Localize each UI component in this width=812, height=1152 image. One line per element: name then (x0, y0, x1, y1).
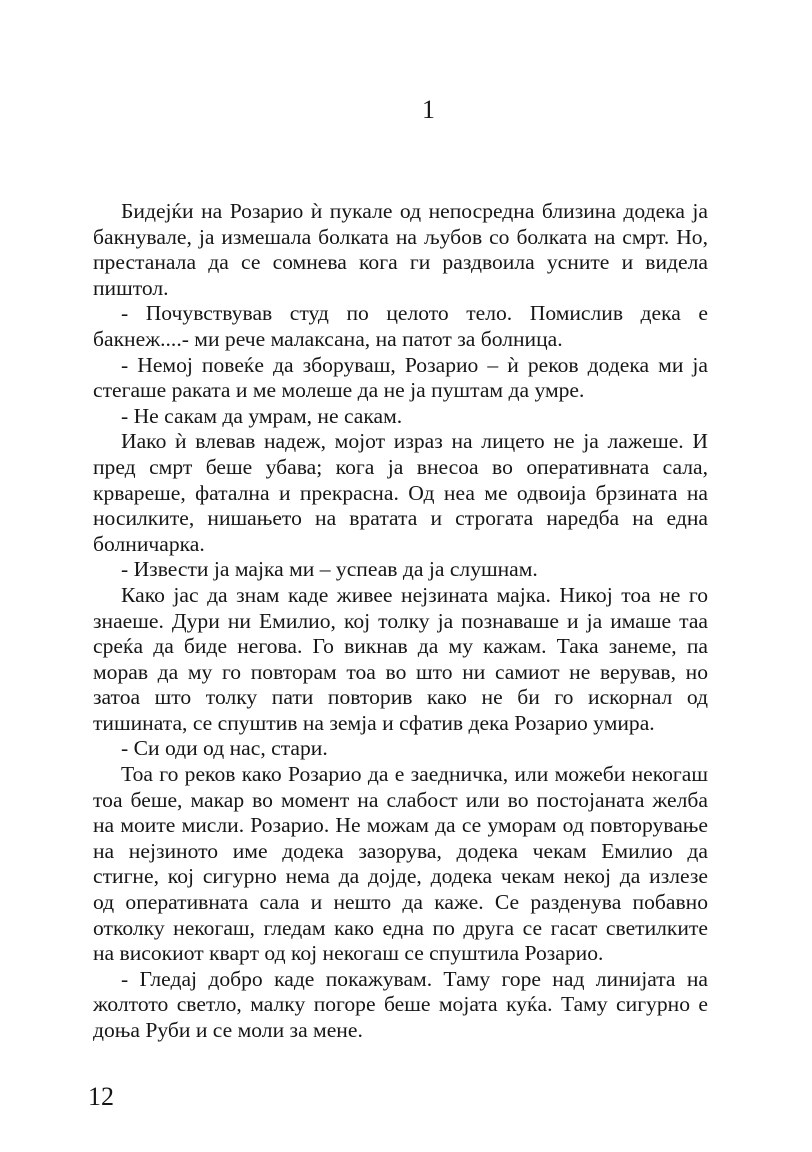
text-line: носилките, нишањето на вратата и строгата наредба на една (93, 506, 708, 531)
paragraph (93, 967, 708, 1044)
text-line: на моите мисли. Розарио. Не можам да се уморам од повторување (93, 813, 708, 838)
paragraph (93, 762, 708, 967)
text-line: морав да му го повторам тоа во што ни самиот не верував, но (93, 659, 708, 684)
text-line: - Не сакам да умрам, не сакам. (121, 403, 403, 428)
text-line: пиштол. (93, 275, 169, 300)
paragraph (93, 301, 708, 352)
text-line: - Извести ја мајка ми – успеав да ја слушнам. (121, 557, 538, 582)
paragraph (93, 736, 708, 762)
chapter-number: 1 (422, 95, 435, 124)
page-number: 12 (88, 1082, 114, 1111)
text-line: - Гледај добро каде покажувам. Таму горе над линијата на (121, 966, 708, 991)
text-line: Како јас да знам каде живее нејзината мајка. Никој тоа не го (121, 582, 708, 607)
text-line: бакнувале, ја измешала болката на љубов со болката на смрт. Но, (93, 224, 708, 249)
text-line: Иако ѝ влевав надеж, мојот израз на лицето не ја лажеше. И (121, 429, 708, 454)
text-line: - Почувствував студ по целото тело. Помислив дека е (121, 301, 708, 326)
paragraph (93, 429, 708, 557)
text-line: болничарка. (93, 531, 205, 556)
text-line: знаеше. Дури ни Емилио, кој толку ја познаваше и ја имаше таа (93, 608, 708, 633)
text-line: на високиот кварт од кој некогаш се спуштила Розарио. (93, 941, 604, 966)
text-line: тоа беше, макар во момент на слабост или во постојаната желба (93, 787, 708, 812)
paragraph (93, 583, 708, 737)
text-line: престанала да се сомнева кога ги раздвоила усните и видела (93, 250, 708, 275)
paragraph (93, 557, 708, 583)
text-line: од оперативната сала и нешто да каже. Се разденува побавно (93, 890, 708, 915)
text-line: - Немој повеќе да зборуваш, Розарио – ѝ реков додека ми ја (121, 352, 708, 377)
paragraph (93, 199, 708, 301)
paragraph (93, 404, 708, 430)
text-block (93, 199, 708, 1044)
text-line: крвареше, фатална и прекрасна. Од неа ме одвоија брзината на (93, 480, 708, 505)
text-line: затоа што толку пати повторив како не би го искорнал од (93, 685, 708, 710)
text-line: Бидејќи на Розарио ѝ пукале од непосредна близина додека ја (121, 199, 708, 223)
text-line: - Си оди од нас, стари. (121, 736, 328, 761)
text-line: Тоа го реков како Розарио да е заедничка, или можеби некогаш (121, 762, 708, 787)
text-line: тишината, се спуштив на земја и сфатив дека Розарио умира. (93, 710, 655, 735)
text-line: стегаше раката и ме молеше да не ја пуштам да умре. (93, 378, 585, 403)
text-line: бакнеж....- ми рече малаксана, на патот за болница. (93, 326, 563, 351)
text-line: жолтото светло, малку погоре беше мојата куќа. Таму сигурно е (93, 992, 708, 1017)
text-line: пред смрт беше убава; кога ја внесоа во оперативната сала, (93, 454, 708, 479)
text-line: среќа да биде негова. Го викнав да му кажам. Така занеме, па (93, 634, 708, 659)
paragraph (93, 353, 708, 404)
text-line: на нејзиното име додека зазорува, додека чекам Емилио да (93, 838, 708, 863)
text-line: стигне, кој сигурно нема да дојде, додека чекам некој да излезе (93, 864, 708, 889)
text-line: отколку некогаш, гледам како една по друга се гасат светилките (93, 915, 708, 940)
text-line: доња Руби и се моли за мене. (93, 1018, 363, 1042)
